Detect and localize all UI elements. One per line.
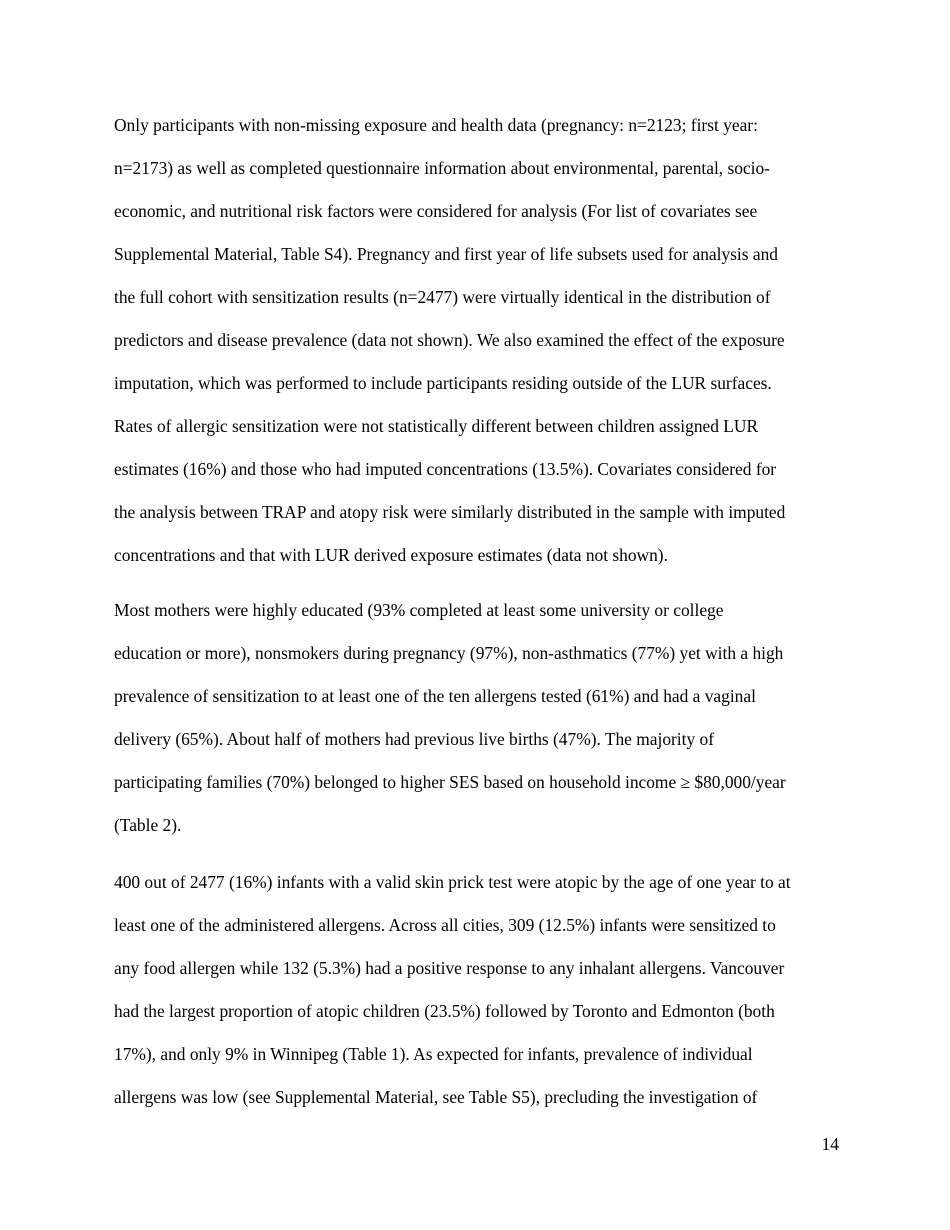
text-line: education or more), nonsmokers during pregnancy (97%), non-asthmatics (77%) yet with a high [114,643,784,663]
page-number: 14 [821,1134,839,1154]
text-line: the full cohort with sensitization results (n=2477) were virtually identical in the distribution of [114,287,771,307]
text-line: n=2173) as well as completed questionnaire information about environmental, parental, socio- [114,158,770,178]
paragraph-participants [114,104,854,577]
text-line: any food allergen while 132 (5.3%) had a positive response to any inhalant allergens. Vancouver [114,958,785,978]
text-line: prevalence of sensitization to at least one of the ten allergens tested (61%) and had a vaginal [114,686,756,706]
text-line: Rates of allergic sensitization were not statistically different between children assigned LUR [114,416,759,436]
paragraph-infants [114,861,854,1119]
text-line: Only participants with non-missing exposure and health data (pregnancy: n=2123; first year: [114,115,758,135]
text-line: concentrations and that with LUR derived exposure estimates (data not shown). [114,545,668,565]
text-line: delivery (65%). About half of mothers had previous live births (47%). The majority of [114,729,715,749]
text-line: least one of the administered allergens. Across all cities, 309 (12.5%) infants were sensitized to [114,915,776,935]
text-line: Most mothers were highly educated (93% completed at least some university or college [114,600,724,620]
text-line: had the largest proportion of atopic children (23.5%) followed by Toronto and Edmonton (both [114,1001,775,1021]
text-line: allergens was low (see Supplemental Material, see Table S5), precluding the investigation of [114,1087,758,1107]
text-line: imputation, which was performed to include participants residing outside of the LUR surfaces. [114,373,772,393]
text-line: (Table 2). [114,815,182,835]
paragraph-mothers [114,589,854,847]
text-line: economic, and nutritional risk factors were considered for analysis (For list of covariates see [114,201,758,221]
text-line: 400 out of 2477 (16%) infants with a valid skin prick test were atopic by the age of one year to at [114,872,791,892]
text-line: 17%), and only 9% in Winnipeg (Table 1). As expected for infants, prevalence of individual [114,1044,753,1064]
text-line: Supplemental Material, Table S4). Pregnancy and first year of life subsets used for analysis and [114,244,778,264]
text-line: the analysis between TRAP and atopy risk were similarly distributed in the sample with imputed [114,502,786,522]
text-line: predictors and disease prevalence (data not shown). We also examined the effect of the exposure [114,330,785,350]
text-line: estimates (16%) and those who had imputed concentrations (13.5%). Covariates considered for [114,459,777,479]
text-line: participating families (70%) belonged to higher SES based on household income ≥ $80,000/year [114,772,786,792]
